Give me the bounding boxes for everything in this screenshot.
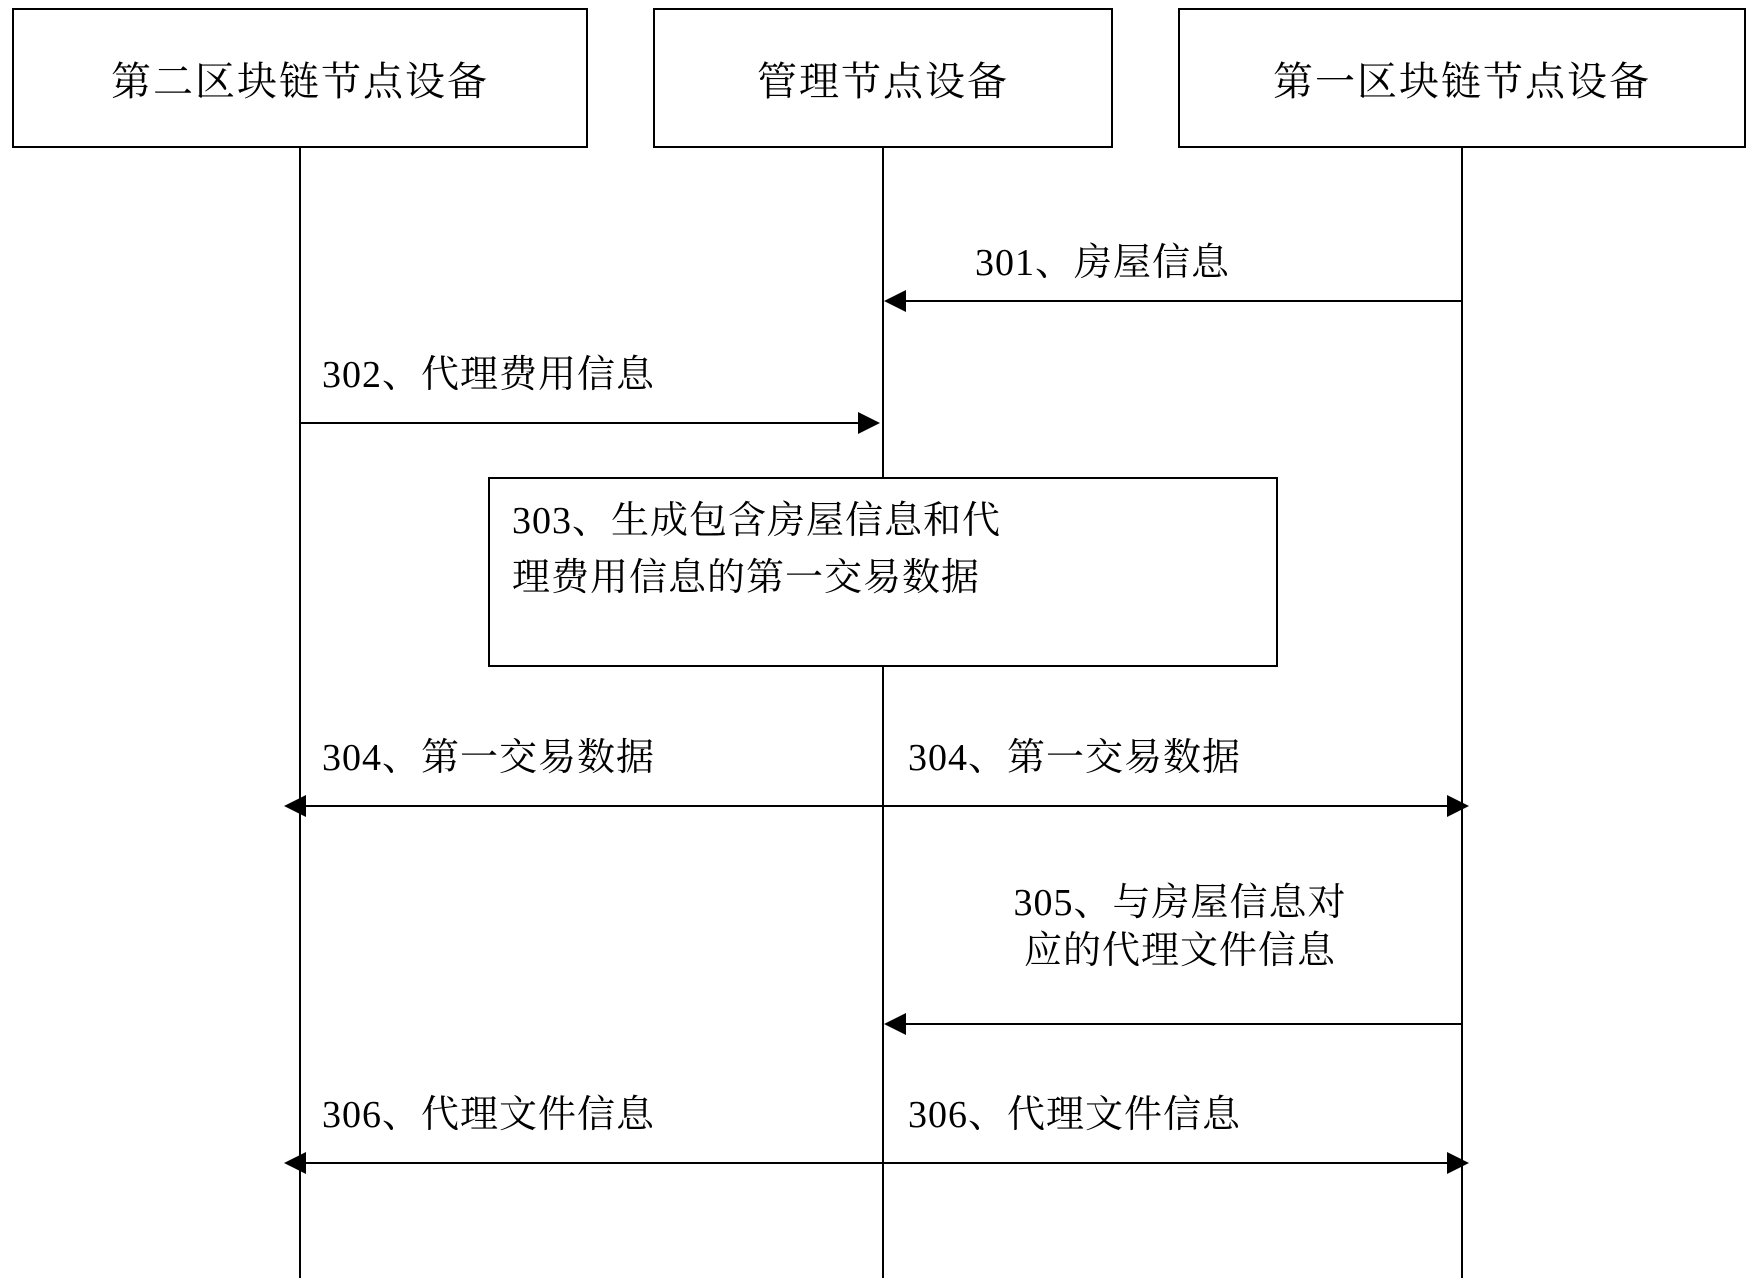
message-line-301 [900, 300, 1461, 302]
message-line-306 [301, 1162, 1461, 1164]
message-line-305 [900, 1023, 1461, 1025]
message-label-305-line2: 应的代理文件信息 [1023, 929, 1336, 972]
message-label-304-left: 304、第一交易数据 [322, 737, 656, 779]
message-line-304 [301, 805, 1461, 807]
message-arrowhead-305 [884, 1013, 906, 1035]
lifeline-second-node [299, 148, 301, 1278]
message-arrowhead-306-left [284, 1152, 306, 1174]
message-label-304-right: 304、第一交易数据 [908, 737, 1242, 779]
message-label-302: 302、代理费用信息 [322, 354, 656, 396]
message-arrowhead-301 [884, 290, 906, 312]
message-label-306-left: 306、代理文件信息 [322, 1094, 656, 1136]
message-arrowhead-304-right [1447, 795, 1469, 817]
message-arrowhead-306-right [1447, 1152, 1469, 1174]
note-line-303-2: 理费用信息的第一交易数据 [512, 557, 981, 599]
actor-label-management-node: 管理节点设备 [757, 58, 1009, 104]
actor-label-second-node: 第二区块链节点设备 [111, 58, 489, 104]
message-label-301: 301、房屋信息 [975, 242, 1231, 284]
message-label-305 [920, 880, 1440, 975]
message-label-306-right: 306、代理文件信息 [908, 1094, 1242, 1136]
lifeline-first-node [1461, 148, 1463, 1278]
message-line-302 [301, 422, 861, 424]
note-line-303-1: 303、生成包含房屋信息和代 [512, 500, 1002, 542]
lifeline-management-node [882, 148, 884, 1278]
actor-box-first-node [1178, 8, 1746, 148]
note-box-303 [488, 477, 1278, 667]
message-arrowhead-304-left [284, 795, 306, 817]
actor-label-first-node: 第一区块链节点设备 [1273, 58, 1651, 104]
actor-box-management-node [653, 8, 1113, 148]
message-label-305-line1: 305、与房屋信息对 [1013, 882, 1347, 924]
message-arrowhead-302 [858, 412, 880, 434]
actor-box-second-node [12, 8, 588, 148]
